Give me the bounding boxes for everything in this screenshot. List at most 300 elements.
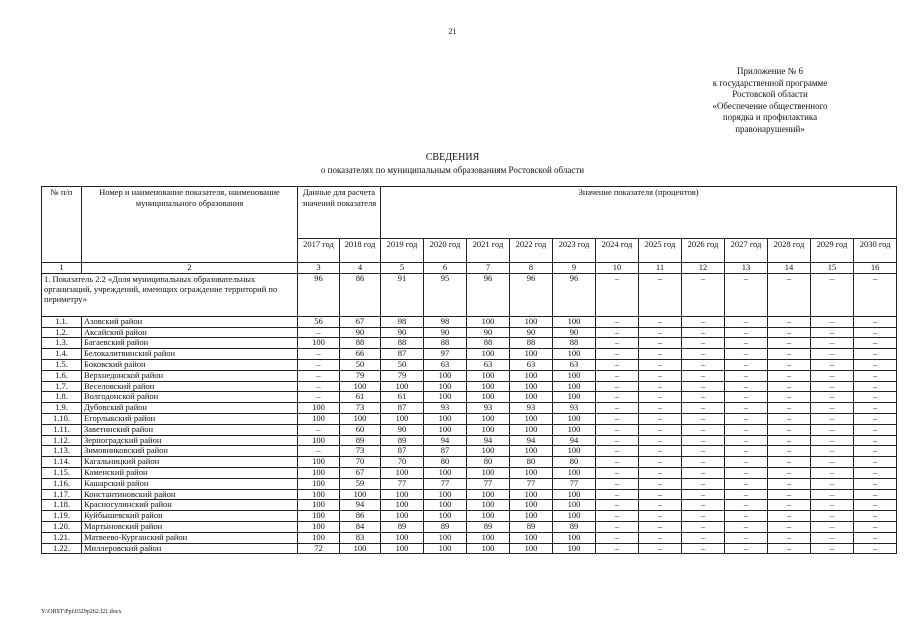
row-value: 100 [298,489,340,500]
municipality-name: Миллеровский район [82,543,298,554]
row-value: – [725,403,768,414]
municipality-name: Аксайский район [82,327,298,338]
row-value: 100 [510,316,553,327]
row-value: 67 [340,316,381,327]
indicators-table [41,186,897,554]
table-row [42,403,897,414]
row-number: 1.15. [42,467,82,478]
row-value: – [768,403,811,414]
row-value: – [768,435,811,446]
indicator-row [42,273,897,316]
row-value: 100 [381,489,424,500]
row-value: – [811,413,854,424]
municipality-name: Боковский район [82,359,298,370]
column-number: 16 [854,263,897,274]
row-value: – [682,403,725,414]
annex-block [690,66,850,135]
indicator-value: 96 [298,273,340,316]
row-value: – [768,521,811,532]
row-number: 1.22. [42,543,82,554]
row-value: 100 [467,349,510,360]
row-value: 100 [510,413,553,424]
row-value: – [854,467,897,478]
table-row [42,424,897,435]
row-value: – [725,489,768,500]
row-value: 77 [424,478,467,489]
row-value: 89 [510,521,553,532]
row-value: – [811,467,854,478]
table-row [42,381,897,392]
year-header: 2028 год [768,239,811,263]
row-value: – [854,359,897,370]
indicator-value: – [768,273,811,316]
row-value: – [725,413,768,424]
row-number: 1.11. [42,424,82,435]
row-value: 88 [381,338,424,349]
row-value: – [768,338,811,349]
row-value: – [596,500,639,511]
row-value: 59 [340,478,381,489]
row-value: – [682,381,725,392]
row-value: 87 [381,446,424,457]
municipality-name: Верхнедонской район [82,370,298,381]
row-value: 77 [553,478,596,489]
row-value: – [854,349,897,360]
row-value: – [811,392,854,403]
row-value: 63 [510,359,553,370]
row-value: 90 [381,424,424,435]
row-value: 100 [510,543,553,554]
column-number: 4 [340,263,381,274]
row-value: 83 [340,532,381,543]
row-value: – [639,338,682,349]
indicator-value: – [596,273,639,316]
row-number: 1.13. [42,446,82,457]
row-value: 100 [467,543,510,554]
row-value: 100 [510,381,553,392]
row-value: – [725,424,768,435]
row-value: – [596,327,639,338]
row-value: – [725,511,768,522]
row-value: – [811,338,854,349]
row-value: 94 [553,435,596,446]
row-value: 100 [424,511,467,522]
row-value: 70 [381,457,424,468]
indicator-value: 86 [340,273,381,316]
year-header: 2024 год [596,239,639,263]
row-value: – [768,370,811,381]
table-row [42,543,897,554]
row-value: – [298,327,340,338]
row-value: – [768,457,811,468]
row-value: – [596,521,639,532]
row-value: – [725,381,768,392]
row-value: – [639,511,682,522]
row-value: 89 [553,521,596,532]
row-value: 100 [381,381,424,392]
row-value: 79 [381,370,424,381]
row-value: – [768,381,811,392]
row-value: 100 [381,500,424,511]
indicator-title: 1. Показатель 2.2 «Доля муниципальных образовательных организаций, учреждений, имеющих ограждение территорий по периметру» [42,273,298,316]
row-value: – [854,327,897,338]
indicator-value: 96 [467,273,510,316]
column-number: 14 [768,263,811,274]
row-value: – [811,327,854,338]
row-value: 87 [424,446,467,457]
row-value: 100 [553,392,596,403]
row-value: 100 [553,424,596,435]
header-num: № п/п [42,187,82,263]
row-number: 1.9. [42,403,82,414]
municipality-name: Мартыновский район [82,521,298,532]
municipality-name: Константиновский район [82,489,298,500]
row-value: – [682,316,725,327]
row-value: – [854,413,897,424]
document-title: СВЕДЕНИЯ [425,152,480,163]
row-value: 100 [467,446,510,457]
row-value: – [596,413,639,424]
table-row [42,521,897,532]
row-value: – [811,457,854,468]
column-number: 5 [381,263,424,274]
row-value: 100 [510,370,553,381]
row-value: – [682,338,725,349]
row-value: 63 [424,359,467,370]
row-value: 84 [340,521,381,532]
row-value: – [725,457,768,468]
row-value: – [725,338,768,349]
row-value: – [854,457,897,468]
row-value: 100 [424,381,467,392]
municipality-name: Заветинский район [82,424,298,435]
row-value: 93 [510,403,553,414]
row-value: – [725,500,768,511]
row-value: – [596,478,639,489]
column-number: 1 [42,263,82,274]
row-value: – [768,500,811,511]
column-number: 13 [725,263,768,274]
row-value: 100 [424,489,467,500]
row-value: 100 [381,413,424,424]
indicator-value: 91 [381,273,424,316]
row-value: – [596,543,639,554]
row-value: – [725,370,768,381]
row-value: – [596,392,639,403]
row-value: 100 [340,413,381,424]
row-value: – [682,521,725,532]
row-number: 1.14. [42,457,82,468]
table-row [42,413,897,424]
municipality-name: Дубовский район [82,403,298,414]
row-value: 70 [340,457,381,468]
row-value: 90 [381,327,424,338]
row-value: 88 [340,338,381,349]
row-value: 100 [467,370,510,381]
row-number: 1.17. [42,489,82,500]
row-value: 100 [553,446,596,457]
row-value: – [768,413,811,424]
row-value: – [639,543,682,554]
row-value: – [639,349,682,360]
row-value: 86 [340,511,381,522]
row-value: 90 [510,327,553,338]
year-header: 2019 год [381,239,424,263]
row-value: – [768,424,811,435]
municipality-name: Зимовниковский район [82,446,298,457]
row-value: – [768,446,811,457]
column-number: 8 [510,263,553,274]
row-value: 77 [381,478,424,489]
row-value: 100 [553,500,596,511]
row-number: 1.7. [42,381,82,392]
table-row [42,467,897,478]
row-value: 61 [340,392,381,403]
row-value: 89 [381,521,424,532]
row-value: – [682,543,725,554]
row-value: – [725,359,768,370]
row-value: – [725,532,768,543]
row-value: 73 [340,446,381,457]
annex-line: Приложение № 6 [737,66,803,76]
row-value: 90 [467,327,510,338]
row-value: 100 [510,489,553,500]
row-value: 100 [424,413,467,424]
row-value: – [639,359,682,370]
row-value: 100 [553,467,596,478]
row-value: – [596,467,639,478]
table-row [42,338,897,349]
row-number: 1.16. [42,478,82,489]
year-header: 2023 год [553,239,596,263]
row-value: – [682,467,725,478]
row-value: – [811,349,854,360]
column-number: 7 [467,263,510,274]
row-value: 100 [510,500,553,511]
year-header: 2022 год [510,239,553,263]
row-value: – [725,435,768,446]
row-number: 1.4. [42,349,82,360]
column-number: 6 [424,263,467,274]
row-value: 100 [510,446,553,457]
row-value: 100 [424,370,467,381]
row-value: – [854,532,897,543]
indicator-value: 96 [553,273,596,316]
row-value: – [725,478,768,489]
row-value: 93 [424,403,467,414]
row-value: – [682,327,725,338]
row-value: 90 [340,327,381,338]
row-value: 61 [381,392,424,403]
row-value: 100 [553,532,596,543]
column-number: 2 [82,263,298,274]
table-row [42,359,897,370]
row-value: 100 [467,316,510,327]
row-value: 89 [467,521,510,532]
row-value: – [596,370,639,381]
row-value: – [768,316,811,327]
row-value: 100 [340,381,381,392]
row-value: 100 [298,457,340,468]
row-value: – [811,424,854,435]
annex-line: порядка и профилактика [722,112,818,122]
row-number: 1.18. [42,500,82,511]
row-value: 100 [467,392,510,403]
year-header: 2021 год [467,239,510,263]
table-row [42,511,897,522]
row-value: 100 [553,349,596,360]
header-base: Данные для расчета значений показателя [298,187,381,239]
row-value: 100 [381,532,424,543]
row-value: 100 [467,532,510,543]
row-value: – [596,532,639,543]
row-value: – [811,500,854,511]
indicator-value: – [811,273,854,316]
row-value: 100 [553,370,596,381]
row-value: 100 [467,511,510,522]
table-row [42,478,897,489]
row-value: 80 [467,457,510,468]
column-number: 3 [298,263,340,274]
row-value: – [639,403,682,414]
row-value: 63 [467,359,510,370]
row-value: 56 [298,316,340,327]
row-value: – [596,424,639,435]
year-header: 2020 год [424,239,467,263]
row-value: 98 [424,316,467,327]
annex-line: правонарушений» [735,123,805,134]
row-value: 94 [510,435,553,446]
indicator-value: 95 [424,273,467,316]
row-value: 100 [298,338,340,349]
row-value: 94 [340,500,381,511]
row-value: – [596,316,639,327]
table-row [42,392,897,403]
row-value: 100 [553,543,596,554]
row-value: – [854,316,897,327]
row-value: – [639,532,682,543]
row-value: 100 [553,381,596,392]
row-value: – [768,327,811,338]
row-value: – [811,370,854,381]
row-value: – [682,511,725,522]
row-value: – [682,413,725,424]
row-value: – [854,424,897,435]
row-value: 100 [510,424,553,435]
row-value: – [811,543,854,554]
municipality-name: Волгодонской район [82,392,298,403]
table-row [42,457,897,468]
row-number: 1.19. [42,511,82,522]
row-number: 1.12. [42,435,82,446]
column-numbers-row [42,263,897,274]
row-value: 94 [424,435,467,446]
row-value: – [811,316,854,327]
row-number: 1.20. [42,521,82,532]
row-value: 100 [424,467,467,478]
table-row [42,316,897,327]
row-value: – [854,511,897,522]
row-value: – [682,435,725,446]
row-value: 98 [381,316,424,327]
row-value: 90 [553,327,596,338]
row-value: 100 [553,511,596,522]
row-value: 100 [298,511,340,522]
row-value: – [639,467,682,478]
municipality-name: Белокалитвинский район [82,349,298,360]
year-header: 2030 год [854,239,897,263]
row-value: 100 [467,500,510,511]
table-row [42,489,897,500]
row-value: 100 [510,392,553,403]
row-value: – [639,381,682,392]
row-value: 89 [424,521,467,532]
row-value: 100 [298,413,340,424]
row-value: – [854,543,897,554]
row-value: 100 [298,435,340,446]
row-value: 97 [424,349,467,360]
table-row [42,446,897,457]
row-value: 100 [298,500,340,511]
table-row [42,370,897,381]
row-value: – [854,370,897,381]
row-value: – [682,532,725,543]
row-value: – [298,381,340,392]
column-number: 15 [811,263,854,274]
row-value: 100 [510,467,553,478]
row-value: – [298,349,340,360]
table-row [42,532,897,543]
row-value: – [768,467,811,478]
row-value: – [682,392,725,403]
row-value: – [854,500,897,511]
row-value: 100 [424,500,467,511]
row-value: 100 [510,511,553,522]
row-value: 100 [467,424,510,435]
row-number: 1.1. [42,316,82,327]
header-value: Значение показателя (процентов) [381,187,897,239]
row-number: 1.21. [42,532,82,543]
row-value: 100 [424,532,467,543]
row-number: 1.6. [42,370,82,381]
year-header: 2026 год [682,239,725,263]
row-value: – [298,370,340,381]
row-value: – [596,349,639,360]
municipality-name: Егорлыкский район [82,413,298,424]
row-value: – [596,403,639,414]
row-value: – [596,457,639,468]
table-row [42,500,897,511]
document-subtitle: о показателях по муниципальным образованиям Ростовской области [320,165,585,175]
row-value: – [682,500,725,511]
row-value: 80 [510,457,553,468]
row-value: – [811,478,854,489]
column-number: 10 [596,263,639,274]
row-value: – [725,467,768,478]
row-value: – [811,521,854,532]
header-row [42,187,897,239]
row-value: 100 [467,489,510,500]
municipality-name: Зерноградский район [82,435,298,446]
row-value: – [854,521,897,532]
row-value: – [811,381,854,392]
row-value: 100 [381,543,424,554]
column-number: 9 [553,263,596,274]
row-value: – [768,349,811,360]
row-value: 63 [553,359,596,370]
row-value: 100 [424,543,467,554]
year-header: 2017 год [298,239,340,263]
